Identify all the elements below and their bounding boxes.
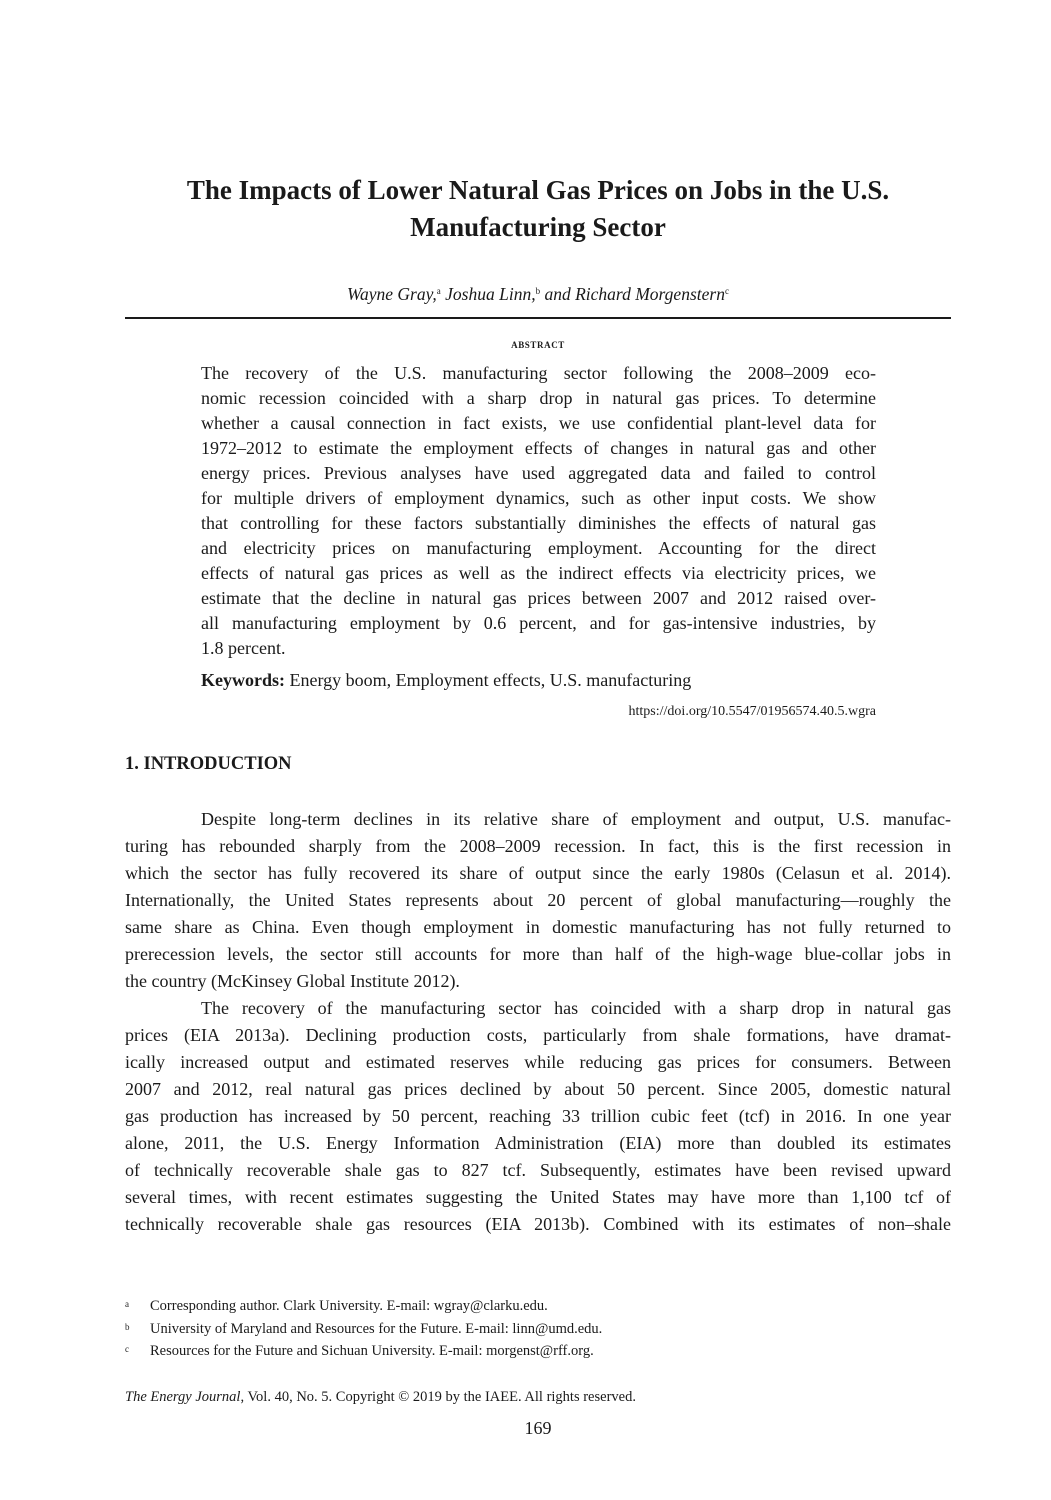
body-line: ically increased output and estimated reserves while reducing gas prices for consumers. Between bbox=[125, 1052, 951, 1072]
body-line: turing has rebounded sharply from the 2008–2009 recession. In fact, this is the first recession in bbox=[125, 836, 951, 856]
body-line: technically recoverable shale gas resources (EIA 2013b). Combined with its estimates of non–shale bbox=[125, 1214, 951, 1234]
body-line: Internationally, the United States represents about 20 percent of global manufacturing—roughly the bbox=[125, 890, 951, 910]
page-number: 169 bbox=[524, 1418, 552, 1438]
author-list bbox=[125, 281, 951, 307]
footnote-text: University of Maryland and Resources for the Future. E-mail: linn@umd.edu. bbox=[150, 1320, 603, 1337]
abstract-line: and electricity prices on manufacturing employment. Accounting for the direct bbox=[201, 538, 876, 558]
body-line: prerecession levels, the sector still accounts for more than half of the high-wage blue-collar jobs in bbox=[125, 944, 951, 964]
abstract-text bbox=[201, 361, 876, 661]
abstract-line: whether a causal connection in fact exists, we use confidential plant-level data for bbox=[201, 413, 876, 433]
doi-link[interactable]: https://doi.org/10.5547/01956574.40.5.wgra bbox=[628, 704, 876, 719]
journal-details: , Vol. 40, No. 5. Copyright © 2019 by the IAEE. All rights reserved. bbox=[240, 1389, 636, 1405]
body-line: prices (EIA 2013a). Declining production costs, particularly from shale formations, have dramat- bbox=[125, 1025, 951, 1045]
abstract-line: for multiple drivers of employment dynamics, such as other input costs. We show bbox=[201, 488, 876, 508]
abstract-line: effects of natural gas prices as well as the indirect effects via electricity prices, we bbox=[201, 563, 876, 583]
abstract-line: that controlling for these factors substantially diminishes the effects of natural gas bbox=[201, 513, 876, 533]
abstract-line: energy prices. Previous analyses have used aggregated data and failed to control bbox=[201, 463, 876, 483]
body-text bbox=[125, 806, 951, 1238]
author-affiliation-mark: b bbox=[535, 286, 541, 296]
author-affiliation-mark: a bbox=[436, 286, 441, 296]
keywords-text: Energy boom, Employment effects, U.S. manufacturing bbox=[289, 670, 692, 690]
footnote-text: Corresponding author. Clark University. E-mail: wgray@clarku.edu. bbox=[150, 1298, 548, 1314]
footnote-mark: b bbox=[125, 1321, 130, 1332]
keywords bbox=[201, 668, 876, 693]
body-line: Despite long-term declines in its relative share of employment and output, U.S. manufac- bbox=[201, 809, 951, 829]
abstract-line: The recovery of the U.S. manufacturing sector following the 2008–2009 eco- bbox=[201, 363, 876, 383]
body-line: the country (McKinsey Global Institute 2012). bbox=[125, 971, 460, 991]
footnote-mark: c bbox=[125, 1344, 129, 1354]
abstract-label: abstract bbox=[511, 336, 565, 351]
author-affiliation-mark: c bbox=[724, 286, 729, 296]
abstract-line: nomic recession coincided with a sharp drop in natural gas prices. To determine bbox=[201, 388, 876, 408]
abstract-line: 1972–2012 to estimate the employment effects of changes in natural gas and other bbox=[201, 438, 876, 458]
footnote bbox=[125, 1340, 951, 1363]
author-name: and Richard Morgenstern bbox=[544, 284, 725, 304]
abstract-line: 1.8 percent. bbox=[201, 638, 286, 658]
header-divider bbox=[125, 317, 951, 319]
keywords-label: Keywords: bbox=[201, 670, 285, 690]
title-line: The Impacts of Lower Natural Gas Prices on Jobs in the U.S. bbox=[186, 175, 890, 205]
footnote bbox=[125, 1318, 951, 1341]
footnote-text: Resources for the Future and Sichuan University. E-mail: morgenst@rff.org. bbox=[150, 1343, 594, 1359]
footnote bbox=[125, 1295, 951, 1318]
journal-name: The Energy Journal bbox=[125, 1389, 241, 1405]
body-line: The recovery of the manufacturing sector has coincided with a sharp drop in natural gas bbox=[201, 998, 951, 1018]
abstract-line: all manufacturing employment by 0.6 percent, and for gas-intensive industries, by bbox=[201, 613, 876, 633]
body-line: gas production has increased by 50 percent, reaching 33 trillion cubic feet (tcf) in 2016. In one year bbox=[125, 1106, 951, 1126]
author-name: Wayne Gray, bbox=[347, 284, 437, 304]
paper-title bbox=[125, 172, 951, 246]
body-line: alone, 2011, the U.S. Energy Information Administration (EIA) more than doubled its estimates bbox=[125, 1133, 951, 1153]
body-line: of technically recoverable shale gas to 827 tcf. Subsequently, estimates have been revised upward bbox=[125, 1160, 951, 1180]
body-line: several times, with recent estimates suggesting the United States may have more than 1,100 tcf of bbox=[125, 1187, 951, 1207]
footnotes bbox=[125, 1295, 951, 1363]
body-line: same share as China. Even though employment in domestic manufacturing has not fully returned to bbox=[125, 917, 951, 937]
abstract-line: estimate that the decline in natural gas prices between 2007 and 2012 raised over- bbox=[201, 588, 876, 608]
footnote-mark: a bbox=[125, 1299, 129, 1309]
author-name: Joshua Linn, bbox=[445, 284, 536, 304]
body-line: 2007 and 2012, real natural gas prices declined by about 50 percent. Since 2005, domestic natural bbox=[125, 1079, 951, 1099]
section-heading: 1. INTRODUCTION bbox=[125, 754, 292, 774]
journal-citation bbox=[125, 1387, 951, 1407]
title-line: Manufacturing Sector bbox=[410, 212, 666, 242]
body-line: which the sector has fully recovered its share of output since the early 1980s (Celasun et al. 2014). bbox=[125, 863, 951, 883]
